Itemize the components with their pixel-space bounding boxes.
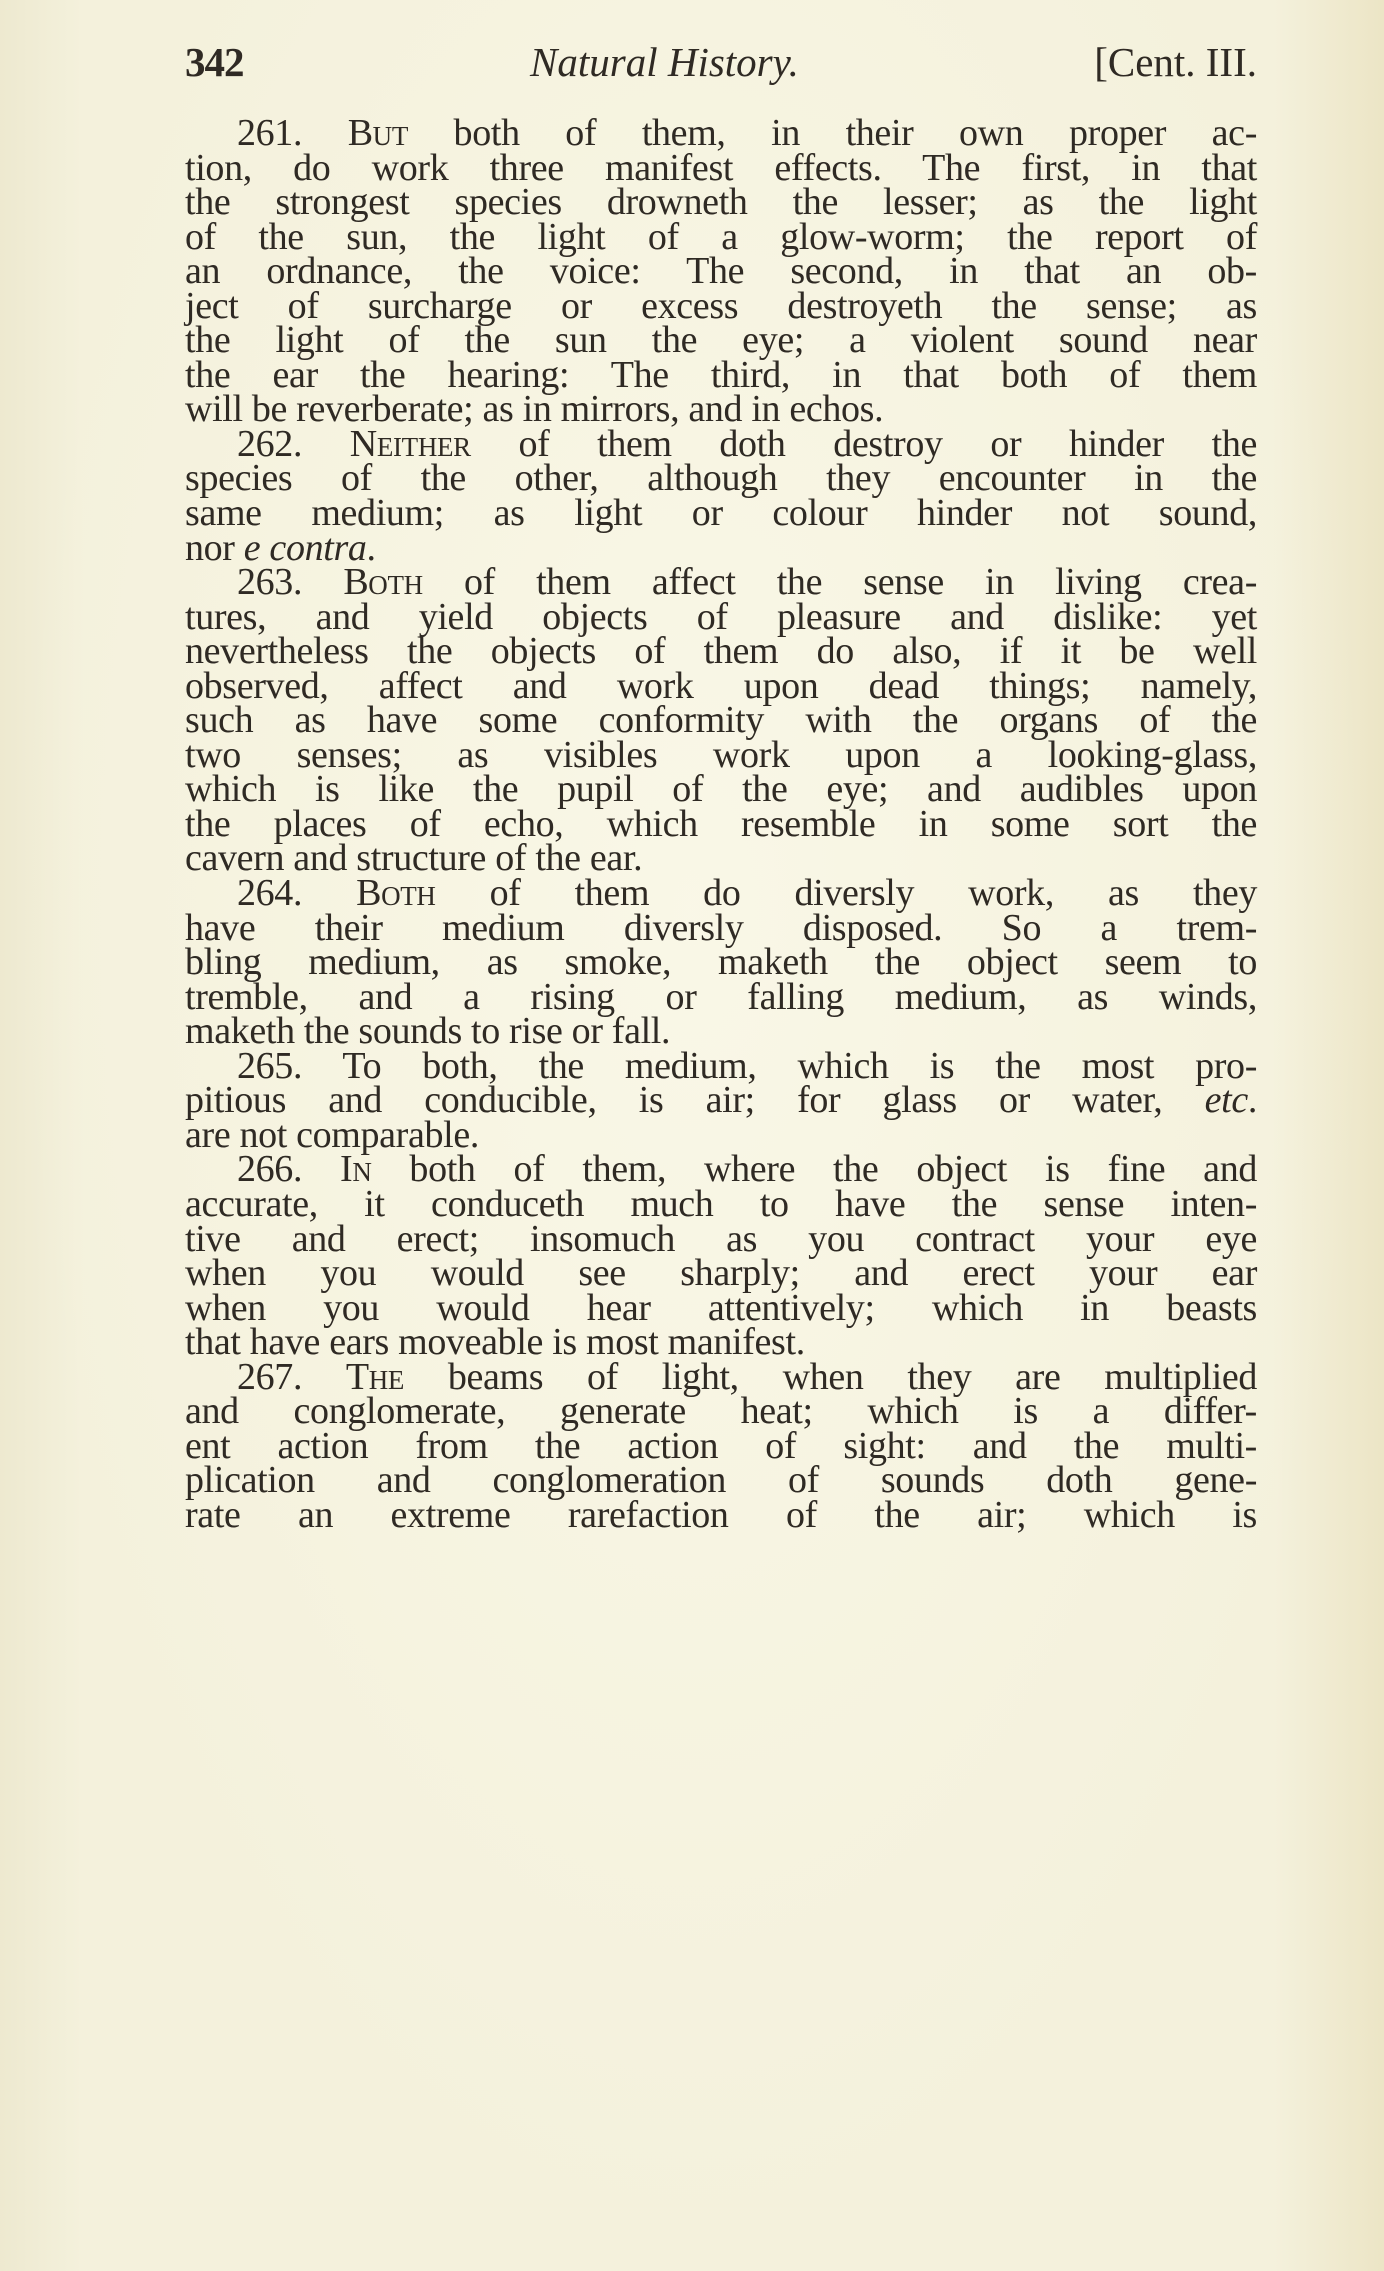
paragraph-number: 265. [237,1044,303,1087]
text-line: the ear the hearing: The third, in that both of them [185,353,1257,396]
text-line: that have ears moveable is most manifest. [185,1321,805,1364]
text-line: cavern and structure of the ear. [185,837,643,880]
text-line: ent action from the action of sight: and the multi- [185,1424,1257,1467]
text-line: rate an extreme rarefaction of the air; which is [185,1493,1257,1536]
text-line: when you would hear attentively; which in beasts [185,1286,1257,1329]
running-head [185,38,1257,86]
text-line: maketh the sounds to rise or fall. [185,1010,671,1053]
lead-word: Neither [349,422,471,465]
italic-phrase: e contra [243,526,367,569]
text-line: the places of echo, which resemble in some sort the [185,802,1257,845]
text-line: 264. Both of them do diversly work, as they [237,872,1257,915]
text-line: species of the other, although they encounter in the [185,457,1257,500]
text-line: tion, do work three manifest effects. The first, in that [185,146,1257,189]
text-line: 261. But both of them, in their own proper ac- [237,112,1257,154]
paragraph-261 [185,112,1257,431]
text-line: the light of the sun the eye; a violent sound near [185,319,1257,362]
text-line: tremble, and a rising or falling medium, as winds, [185,975,1257,1018]
text-line: are not comparable. [185,1113,480,1156]
paragraph-number: 267. [237,1355,303,1398]
paragraph-number: 261. [237,112,303,154]
italic-phrase: etc [1204,1079,1248,1122]
paragraph-number: 262. [237,422,303,465]
lead-word: Both [343,561,423,604]
running-title: Natural History. [530,39,799,85]
text-line: which is like the pupil of the eye; and audibles upon [185,768,1257,811]
text-line: tures, and yield objects of pleasure and dislike: yet [185,595,1257,638]
text-line: two senses; as visibles work upon a looking-glass, [185,733,1257,776]
text-line: such as have some conformity with the organs of the [185,699,1257,742]
text-line: nor e contra. [185,526,376,569]
text-line: pitious and conducible, is air; for glass or water, etc. [185,1079,1257,1122]
paragraph-265 [185,1044,1257,1156]
paragraph-263 [185,561,1258,880]
paragraph-number: 266. [237,1148,303,1191]
lead-word: The [345,1355,405,1398]
text-line: 263. Both of them affect the sense in living crea- [237,561,1258,604]
text-line: accurate, it conduceth much to have the sense inten- [185,1182,1257,1225]
lead-word: But [347,112,408,154]
paragraph-264 [185,872,1257,1053]
text-line: when you would see sharply; and erect your ear [185,1252,1257,1295]
text-line: an ordnance, the voice: The second, in that an ob- [185,250,1257,293]
paragraph-266 [185,1148,1257,1364]
lead-word: To [342,1044,382,1087]
text-line: 262. Neither of them doth destroy or hinder the [237,422,1257,465]
section-marker: [Cent. III. [1094,39,1257,85]
text-line: 265. To both, the medium, which is the most pro- [237,1044,1257,1087]
text-line: ject of surcharge or excess destroyeth the sense; as [185,284,1257,327]
page-body [185,112,1258,1536]
text-line: nevertheless the objects of them do also, if it be well [185,630,1257,673]
text-line: have their medium diversly disposed. So a trem- [185,906,1257,949]
text-line: bling medium, as smoke, maketh the object seem to [185,941,1257,984]
paragraph-262 [185,422,1257,569]
lead-word: In [340,1148,372,1191]
text-line: same medium; as light or colour hinder not sound, [185,492,1257,535]
paragraph-number: 263. [237,561,303,604]
text-line: will be reverberate; as in mirrors, and in echos. [185,388,884,431]
text-line: plication and conglomeration of sounds doth gene- [185,1459,1257,1502]
text-line: observed, affect and work upon dead things; namely, [185,664,1257,707]
paragraph-number: 264. [237,872,303,915]
paragraph-267 [185,1355,1258,1536]
lead-word: Both [356,872,436,915]
text-line: and conglomerate, generate heat; which is a differ- [185,1390,1257,1433]
text-line: 267. The beams of light, when they are multiplied [237,1355,1258,1398]
text-line: of the sun, the light of a glow-worm; the report of [185,215,1257,258]
text-line: 266. In both of them, where the object is fine and [237,1148,1257,1191]
text-line: the strongest species drowneth the lesser; as the light [185,181,1257,224]
page-number: 342 [185,39,244,85]
text-line: tive and erect; insomuch as you contract your eye [185,1217,1257,1260]
